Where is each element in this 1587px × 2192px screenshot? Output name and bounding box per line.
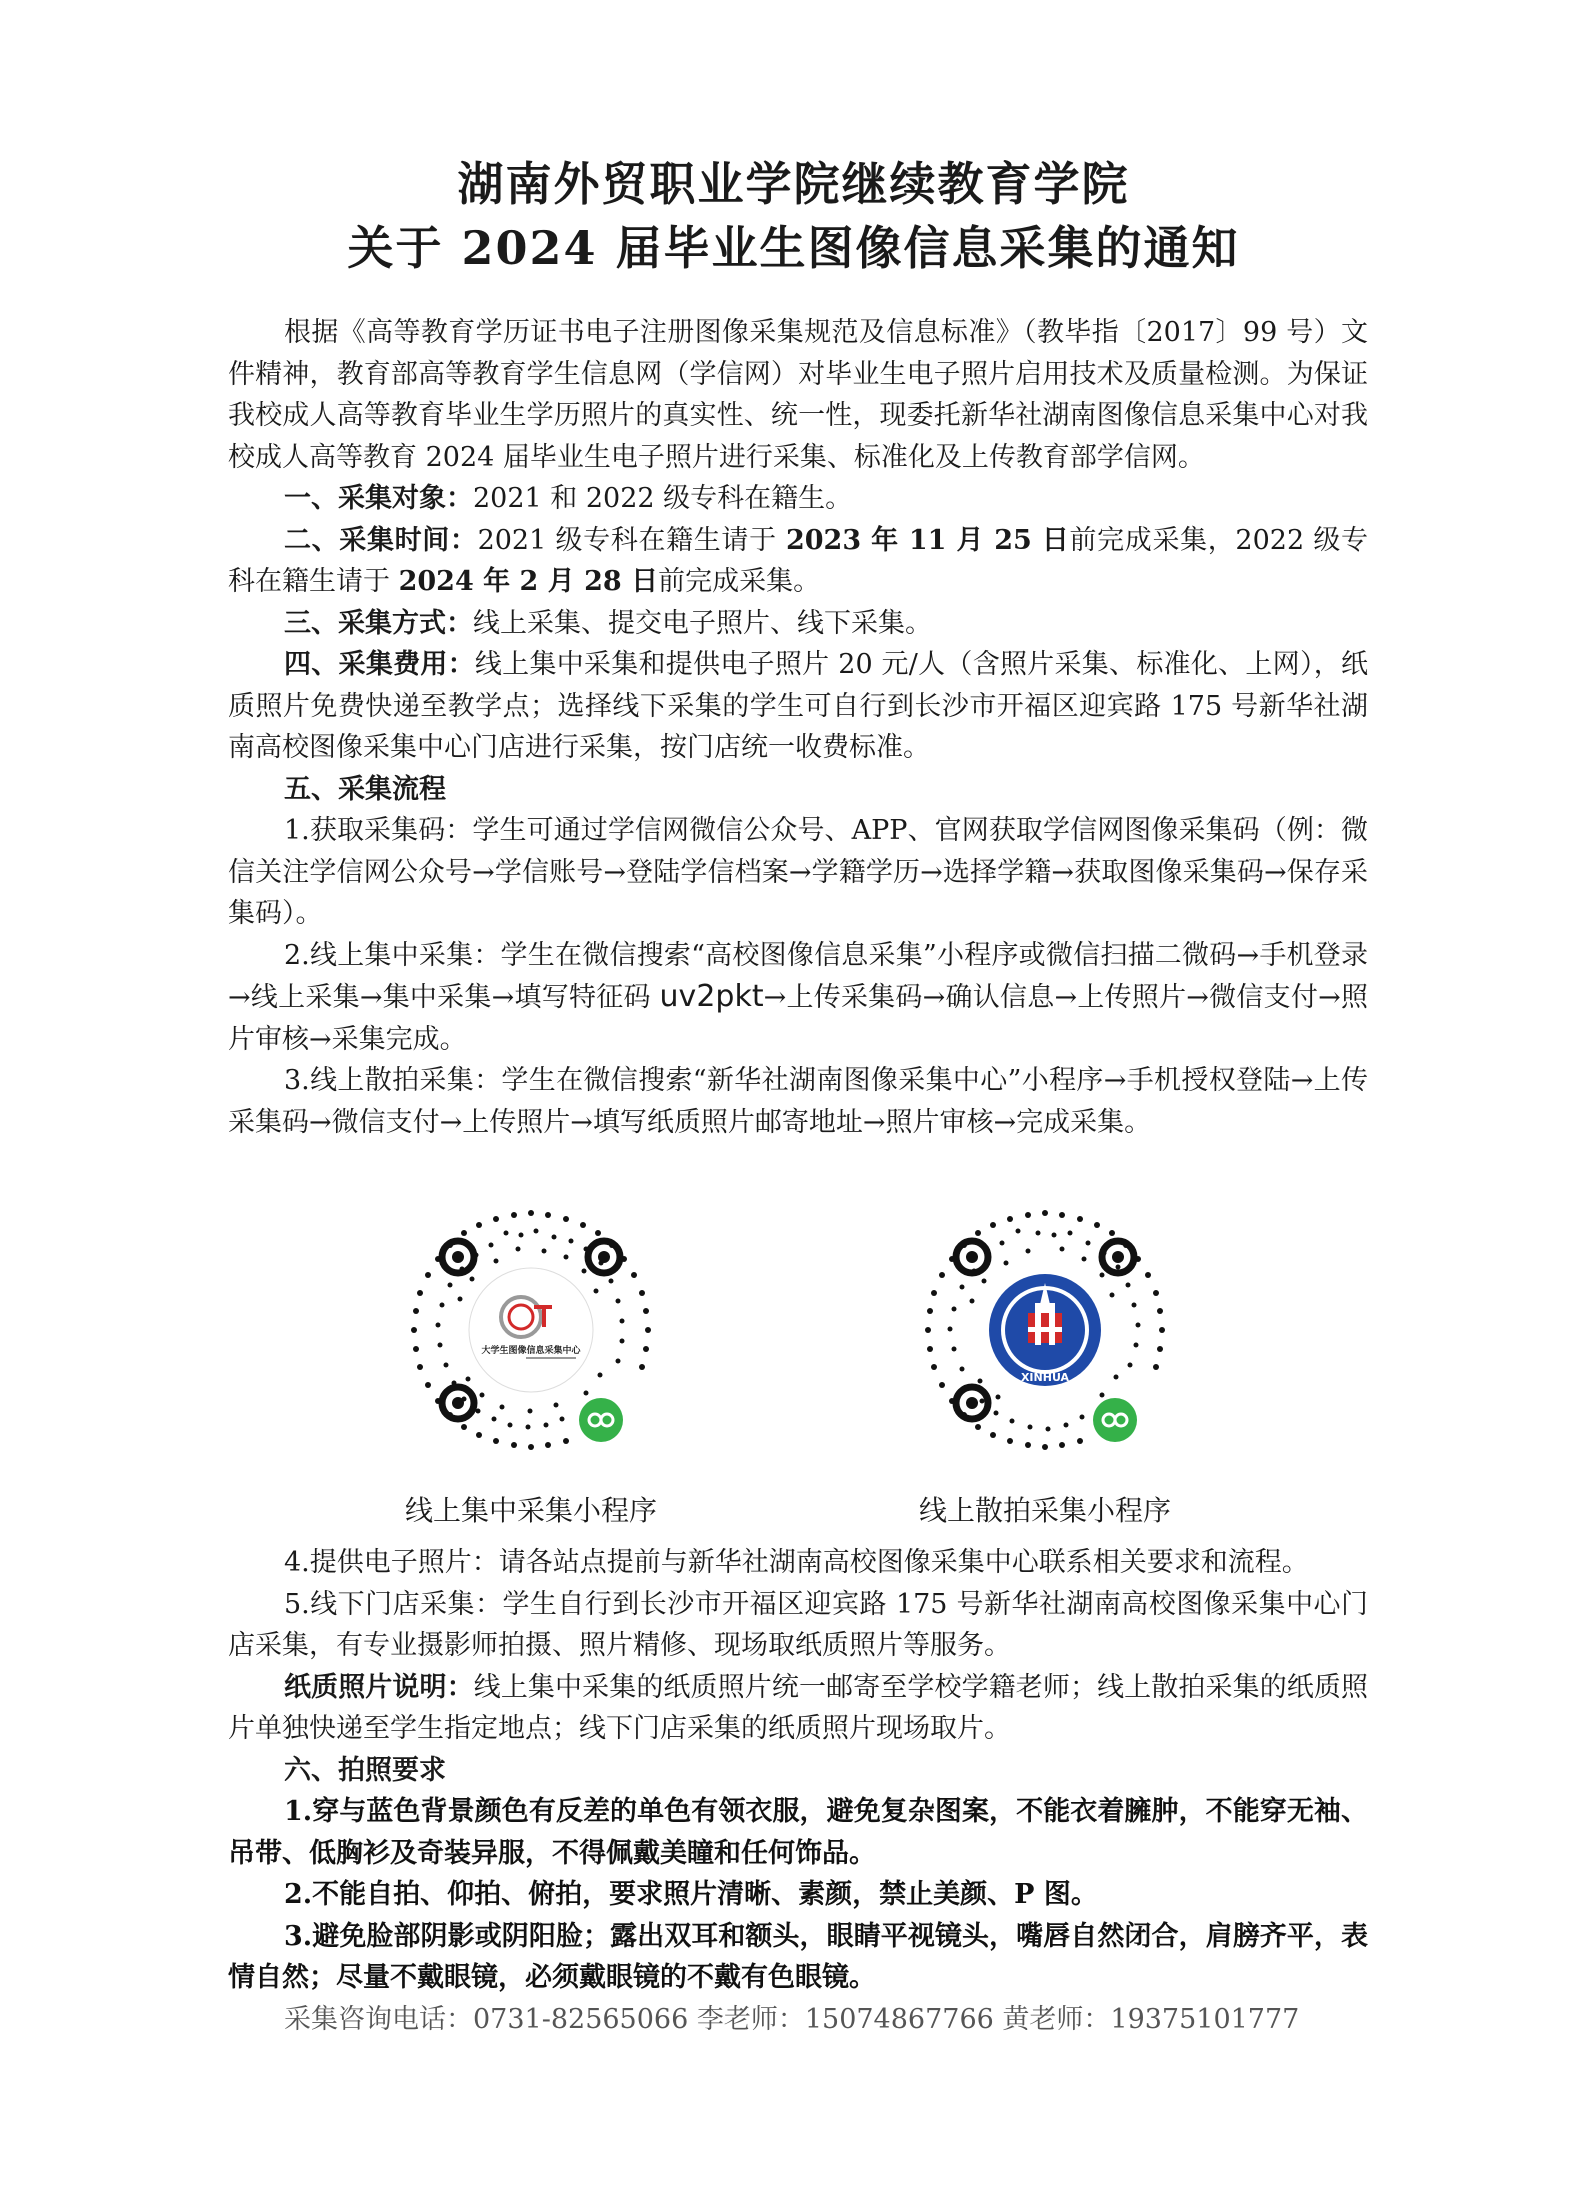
photo-requirement-2: 2.不能自拍、仰拍、俯拍，要求照片清晰、素颜，禁止美颜、P 图。	[284, 1879, 1098, 1910]
section-2-label: 二、采集时间：	[284, 524, 478, 556]
photo-requirement-1: 1.穿与蓝色背景颜色有反差的单色有领衣服，避免复杂图案，不能衣着臃肿，不能穿无袖、吊带、低胸衫及奇装异服，不得佩戴美瞳和任何饰品。	[228, 1796, 1368, 1869]
section-4-text: 线上集中采集和提供电子照片 20 元/人（含照片采集、标准化、上网），纸质照片免费快递至教学点；选择线下采集的学生可自行到长沙市开福区迎宾路 175 号新华社湖南高校图像采集中心门店进行采集，按门店统一收费标准。	[228, 649, 1368, 763]
section-2-text-a: 2021 级专科在籍生请于	[477, 524, 786, 556]
intro-paragraph: 根据《高等教育学历证书电子注册图像采集规范及信息标准》（教毕指〔2017〕99 号）文件精神，教育部高等教育学生信息网（学信网）对毕业生电子照片启用技术及质量检测。为保证我校成人高等教育毕业生学历照片的真实性、统一性，现委托新华社湖南图像信息采集中心对我校成人高等教育 2024 届毕业生电子照片进行采集、标准化及上传教育部学信网。	[228, 317, 1368, 473]
section-3	[228, 603, 1368, 645]
page-title-line1: 湖南外贸职业学院继续教育学院	[457, 157, 1130, 211]
qr-caption-centralized: 线上集中采集小程序	[404, 1494, 657, 1527]
section-2-text-b: 前完成采集，2022 级专科在籍生请于	[228, 524, 1369, 597]
section-4	[228, 644, 1368, 769]
section-3-label: 三、采集方式：	[284, 607, 473, 639]
section-1-label: 一、采集对象：	[284, 483, 473, 514]
section-5-step-2-text-b: →上传采集码→确认信息→上传照片→微信支付→照片审核→采集完成。	[228, 982, 1368, 1055]
section-6-heading: 六、拍照要求	[284, 1754, 446, 1786]
contact-phone-line: 采集咨询电话：0731-82565066 李老师：15074867766 黄老师：19375101777	[284, 2003, 1300, 2035]
section-2-text-c: 前完成采集。	[658, 566, 821, 597]
section-1	[228, 478, 1368, 520]
section-5-heading: 五、采集流程	[284, 773, 446, 805]
section-5-step-2-text-a: 2.线上集中采集：学生在微信搜索“高校图像信息采集”小程序或微信扫描二微码→手机登录→线上采集→集中采集→填写特征码	[228, 939, 1368, 1013]
centralized-miniprogram-qr[interactable]	[406, 1205, 656, 1455]
paper-photo-text: 线上集中采集的纸质照片统一邮寄至学校学籍老师；线上散拍采集的纸质照片单独快递至学生指定地点；线下门店采集的纸质照片现场取片。	[228, 1671, 1368, 1744]
section-4-label: 四、采集费用：	[284, 649, 475, 680]
section-5-step-3: 3.线上散拍采集：学生在微信搜索“新华社湖南图像采集中心”小程序→手机授权登陆→上传采集码→微信支付→上传照片→填写纸质照片邮寄地址→照片审核→完成采集。	[228, 1065, 1368, 1138]
scatter-miniprogram-qr[interactable]	[920, 1205, 1170, 1455]
qr-code-row	[228, 1205, 1368, 1535]
section-3-text: 线上采集、提交电子照片、线下采集。	[473, 607, 932, 639]
section-5-step-5: 5.线下门店采集：学生自行到长沙市开福区迎宾路 175 号新华社湖南高校图像采集中心门店采集，有专业摄影师拍摄、照片精修、现场取纸质照片等服务。	[228, 1588, 1368, 1661]
notice-body	[228, 312, 1368, 1143]
paper-photo-note	[228, 1667, 1368, 1750]
notice-body-continued	[228, 1542, 1368, 2040]
paper-photo-label: 纸质照片说明：	[284, 1671, 474, 1703]
deadline-2021: 2023 年 11 月 25 日	[785, 524, 1070, 556]
deadline-2022: 2024 年 2 月 28 日	[398, 566, 659, 597]
section-5-step-1: 1.获取采集码：学生可通过学信网微信公众号、APP、官网获取学信网图像采集码（例：微信关注学信网公众号→学信账号→登陆学信档案→学籍学历→选择学籍→获取图像采集码→保存采集码）。	[228, 815, 1368, 929]
qr-caption-scatter: 线上散拍采集小程序	[918, 1494, 1171, 1527]
qr-code-left-graphic	[406, 1205, 656, 1455]
left-qr-logo-text: 大学生图像信息采集中心	[481, 1346, 581, 1356]
section-2	[228, 520, 1368, 603]
feature-code: uv2pkt	[659, 979, 764, 1014]
section-5-step-2	[228, 935, 1368, 1061]
section-1-text: 2021 和 2022 级专科在籍生。	[473, 483, 853, 514]
photo-requirement-3: 3.避免脸部阴影或阴阳脸；露出双耳和额头，眼睛平视镜头，嘴唇自然闭合，肩膀齐平，表情自然；尽量不戴眼镜，必须戴眼镜的不戴有色眼镜。	[228, 1920, 1368, 1993]
section-5-step-4: 4.提供电子照片：请各站点提前与新华社湖南高校图像采集中心联系相关要求和流程。	[284, 1547, 1309, 1578]
page-title-line2: 关于 2024 届毕业生图像信息采集的通知	[347, 221, 1240, 275]
right-qr-logo-text: XINHUA	[1020, 1371, 1070, 1384]
qr-code-right-graphic	[920, 1205, 1170, 1455]
